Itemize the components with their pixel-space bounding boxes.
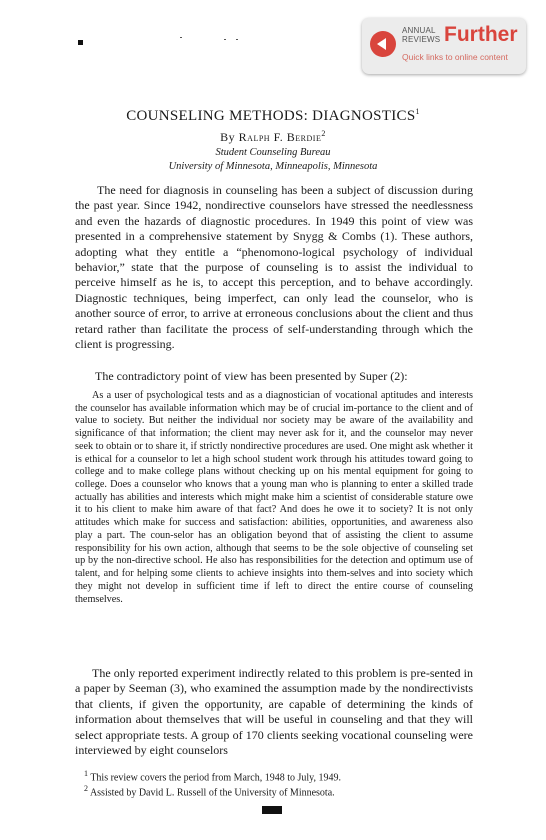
- body-paragraph: The only reported experiment indirectly related to this problem is pre-sented in a paper by Seeman (3), who examined the assumption made by the nondirectivists that clients, if given the opportunity, are capable of determining the kinds of information about themselves that will be useful in counseling and that they will select appropriate tests. A group of 170 clients seeking vocational counseling were interviewed by eight counselors: [75, 666, 473, 758]
- scan-speck: [180, 37, 182, 38]
- author-footnote-mark: 2: [321, 129, 326, 138]
- scan-speck: [224, 39, 226, 40]
- article-title: COUNSELING METHODS: DIAGNOSTICS$^1$: [126, 107, 420, 124]
- scan-corner-mark: [78, 40, 83, 45]
- footnote: $^2$ Assisted by David L. Russell of the University of Minnesota.: [84, 784, 335, 799]
- affiliation-university: University of Minnesota, Minneapolis, Minnesota: [168, 161, 378, 172]
- annual-reviews-wordmark: ANNUAL REVIEWS: [402, 26, 441, 44]
- body-paragraph: The need for diagnosis in counseling has been a subject of discussion during the past year. Since 1942, nondirective counselors have stressed the needlessness and even the hazards of diagnostic procedures. In 1949 this point of view was presented in a comprehensive statement by Snygg & Combs (1). These authors, adopting what they entitle a “phenomono-logical psychology of individual behavior,” state that the purpose of counseling is to assist the individual to perceive himself as he is, to accept this perception, and to behave accordingly. Diagnostic techniques, being imperfect, can only lead the counselor, who is another source of error, to arrive at erroneous conclusions about the client and thus retard rather than facilitate the process of self-understanding through which the client is progressing.: [75, 183, 473, 352]
- further-subtitle: Quick links to online content: [402, 52, 508, 62]
- scan-speck: [236, 39, 238, 40]
- further-wordmark: Further: [444, 23, 518, 46]
- block-quote: As a user of psychological tests and as a diagnostician of vocational aptitudes and interests the counselor has available information which may be of crucial im-portance to the client and of value to society. But neither the individual nor society may be aware of the availability and significance of that information; the client may never ask for it, and the counselor may never seek to obtain or to share it, if strictly nondirective procedures are used. One might ask whether it is ethical for a counselor to let a high school student work through his attitudes toward going to college and to make college plans without checking up on his mental equipment for going to college. Does a counselor who knows that a young man who is planning to enter a skilled trade actually has abilities and interests which might make him a scientist of considerable stature owe it to his client to make him aware of that fact? And does he owe it to society? It is not only attitudes which make for success and satisfaction: abilities, opportunities, and awareness also play a part. The coun-selor has an obligation beyond that of assisting the client to assume responsibility for his own action, although that seems to be the sole objective of counseling set up by the non-directive school. He also has responsibilities for the detection and optimum use of talent, and for helping some clients to achieve insights into them-selves and into society which they might not develop in sufficient time if left to direct the entire course of counseling themselves.: [75, 390, 473, 605]
- annual-reviews-back-icon: [370, 31, 396, 57]
- body-paragraph: The contradictory point of view has been presented by Super (2):: [95, 369, 408, 383]
- author-name: Ralph F. Berdie: [238, 130, 322, 144]
- further-links-badge[interactable]: [362, 18, 526, 74]
- page-marker: [262, 806, 282, 814]
- footnote: $^1$ This review covers the period from March, 1948 to July, 1949.: [84, 769, 342, 784]
- author-prefix: By: [220, 130, 239, 144]
- affiliation-department: Student Counseling Bureau: [215, 147, 331, 158]
- author-line: [0, 127, 546, 144]
- title-footnote-mark: 1: [415, 107, 420, 116]
